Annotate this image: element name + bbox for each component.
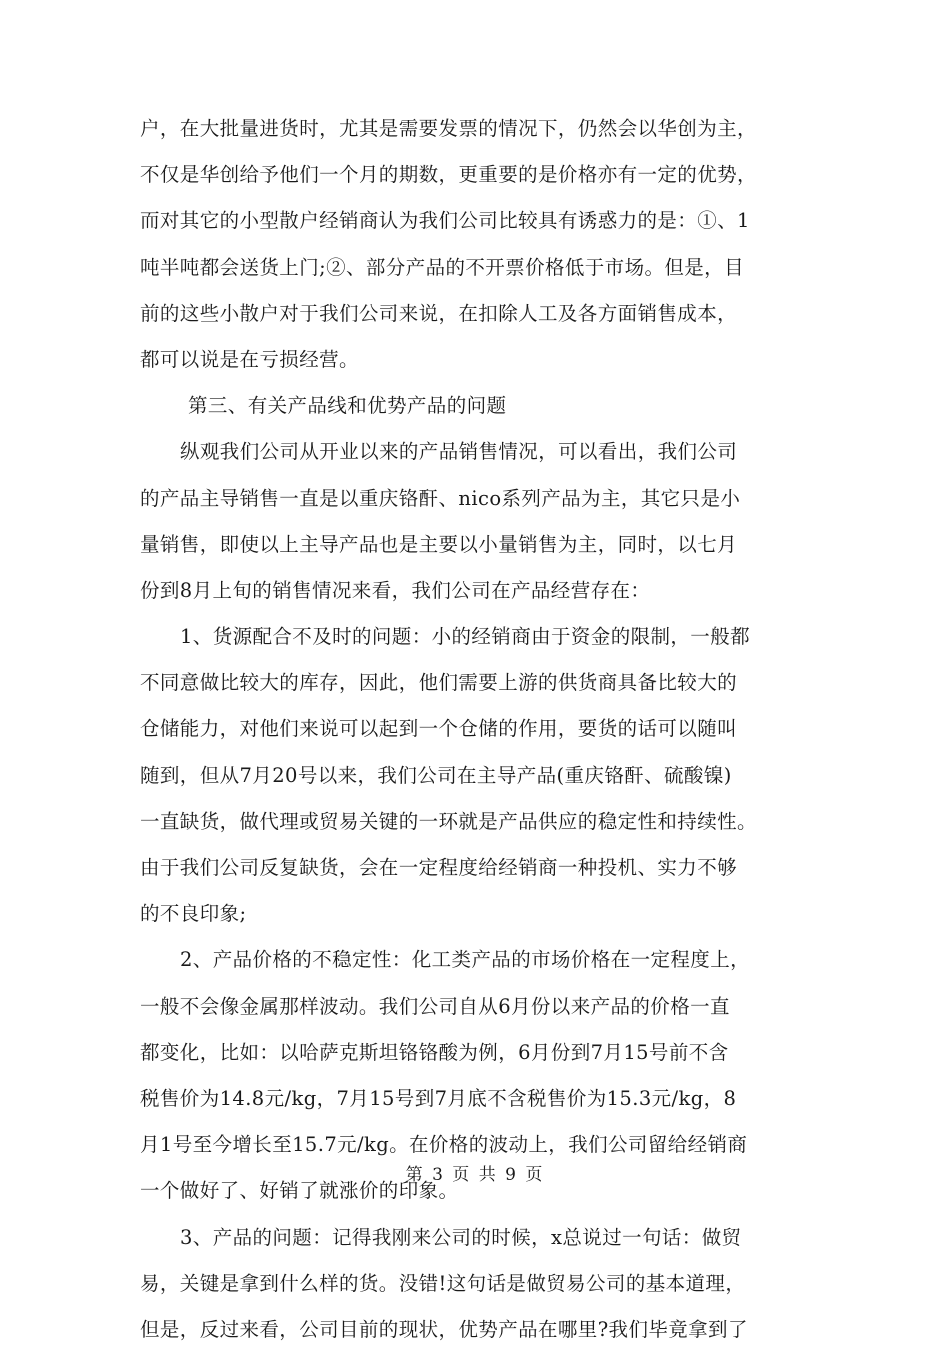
text-line: 1、货源配合不及时的问题：小的经销商由于资金的限制，一般都 <box>180 625 751 649</box>
text-line: 的产品主导销售一直是以重庆铬酐、nico系列产品为主，其它只是小 <box>140 486 741 510</box>
text-line: 吨半吨都会送货上门;②、部分产品的不开票价格低于市场。但是，目 <box>140 255 744 279</box>
text-line: 仓储能力，对他们来说可以起到一个仓储的作用，要货的话可以随叫 <box>140 717 738 741</box>
text-line: 不仅是华创给予他们一个月的期数，更重要的是价格亦有一定的优势， <box>140 163 757 187</box>
text-line: 一般不会像金属那样波动。我们公司自从6月份以来产品的价格一直 <box>140 994 730 1018</box>
text-line: 都可以说是在亏损经营。 <box>140 347 359 371</box>
text-line: 而对其它的小型散户经销商认为我们公司比较具有诱惑力的是：①、1 <box>140 209 750 233</box>
text-line: 不同意做比较大的库存，因此，他们需要上游的供货商具备比较大的 <box>140 671 738 695</box>
text-line: 量销售，即使以上主导产品也是主要以小量销售为主，同时，以七月 <box>140 532 738 556</box>
text-line: 纵观我们公司从开业以来的产品销售情况，可以看出，我们公司 <box>180 440 738 464</box>
text-line: 税售价为14.8元/kg，7月15号到7月底不含税售价为15.3元/kg，8 <box>140 1086 737 1110</box>
text-line: 户，在大批量进货时，尤其是需要发票的情况下，仍然会以华创为主， <box>140 117 757 140</box>
section-heading: 第三、有关产品线和优势产品的问题 <box>188 394 507 418</box>
text-line: 都变化，比如：以哈萨克斯坦铬铬酸为例，6月份到7月15号前不含 <box>140 1040 729 1064</box>
text-line: 的不良印象; <box>140 902 247 926</box>
text-line: 一直缺货，做代理或贸易关键的一环就是产品供应的稳定性和持续性。 <box>140 809 757 833</box>
text-line: 易，关键是拿到什么样的货。没错!这句话是做贸易公司的基本道理， <box>140 1271 746 1295</box>
page-footer: 第 3 页 共 9 页 <box>405 1165 545 1185</box>
text-line: 前的这些小散户对于我们公司来说，在扣除人工及各方面销售成本， <box>140 301 738 325</box>
text-line: 但是，反过来看，公司目前的现状，优势产品在哪里?我们毕竟拿到了 <box>140 1317 748 1341</box>
text-line: 份到8月上旬的销售情况来看，我们公司在产品经营存在： <box>140 578 651 602</box>
text-line: 月1号至今增长至15.7元/kg。在价格的波动上，我们公司留给经销商 <box>140 1133 748 1157</box>
text-line: 2、产品价格的不稳定性：化工类产品的市场价格在一定程度上， <box>180 948 751 972</box>
text-line: 3、产品的问题：记得我刚来公司的时候，x总说过一句话：做贸 <box>180 1225 742 1249</box>
text-line: 随到，但从7月20号以来，我们公司在主导产品(重庆铬酐、硫酸镍) <box>140 763 732 787</box>
text-line: 由于我们公司反复缺货，会在一定程度给经销商一种投机、实力不够 <box>140 856 738 879</box>
text-line: 一个做好了、好销了就涨价的印象。 <box>140 1179 459 1203</box>
